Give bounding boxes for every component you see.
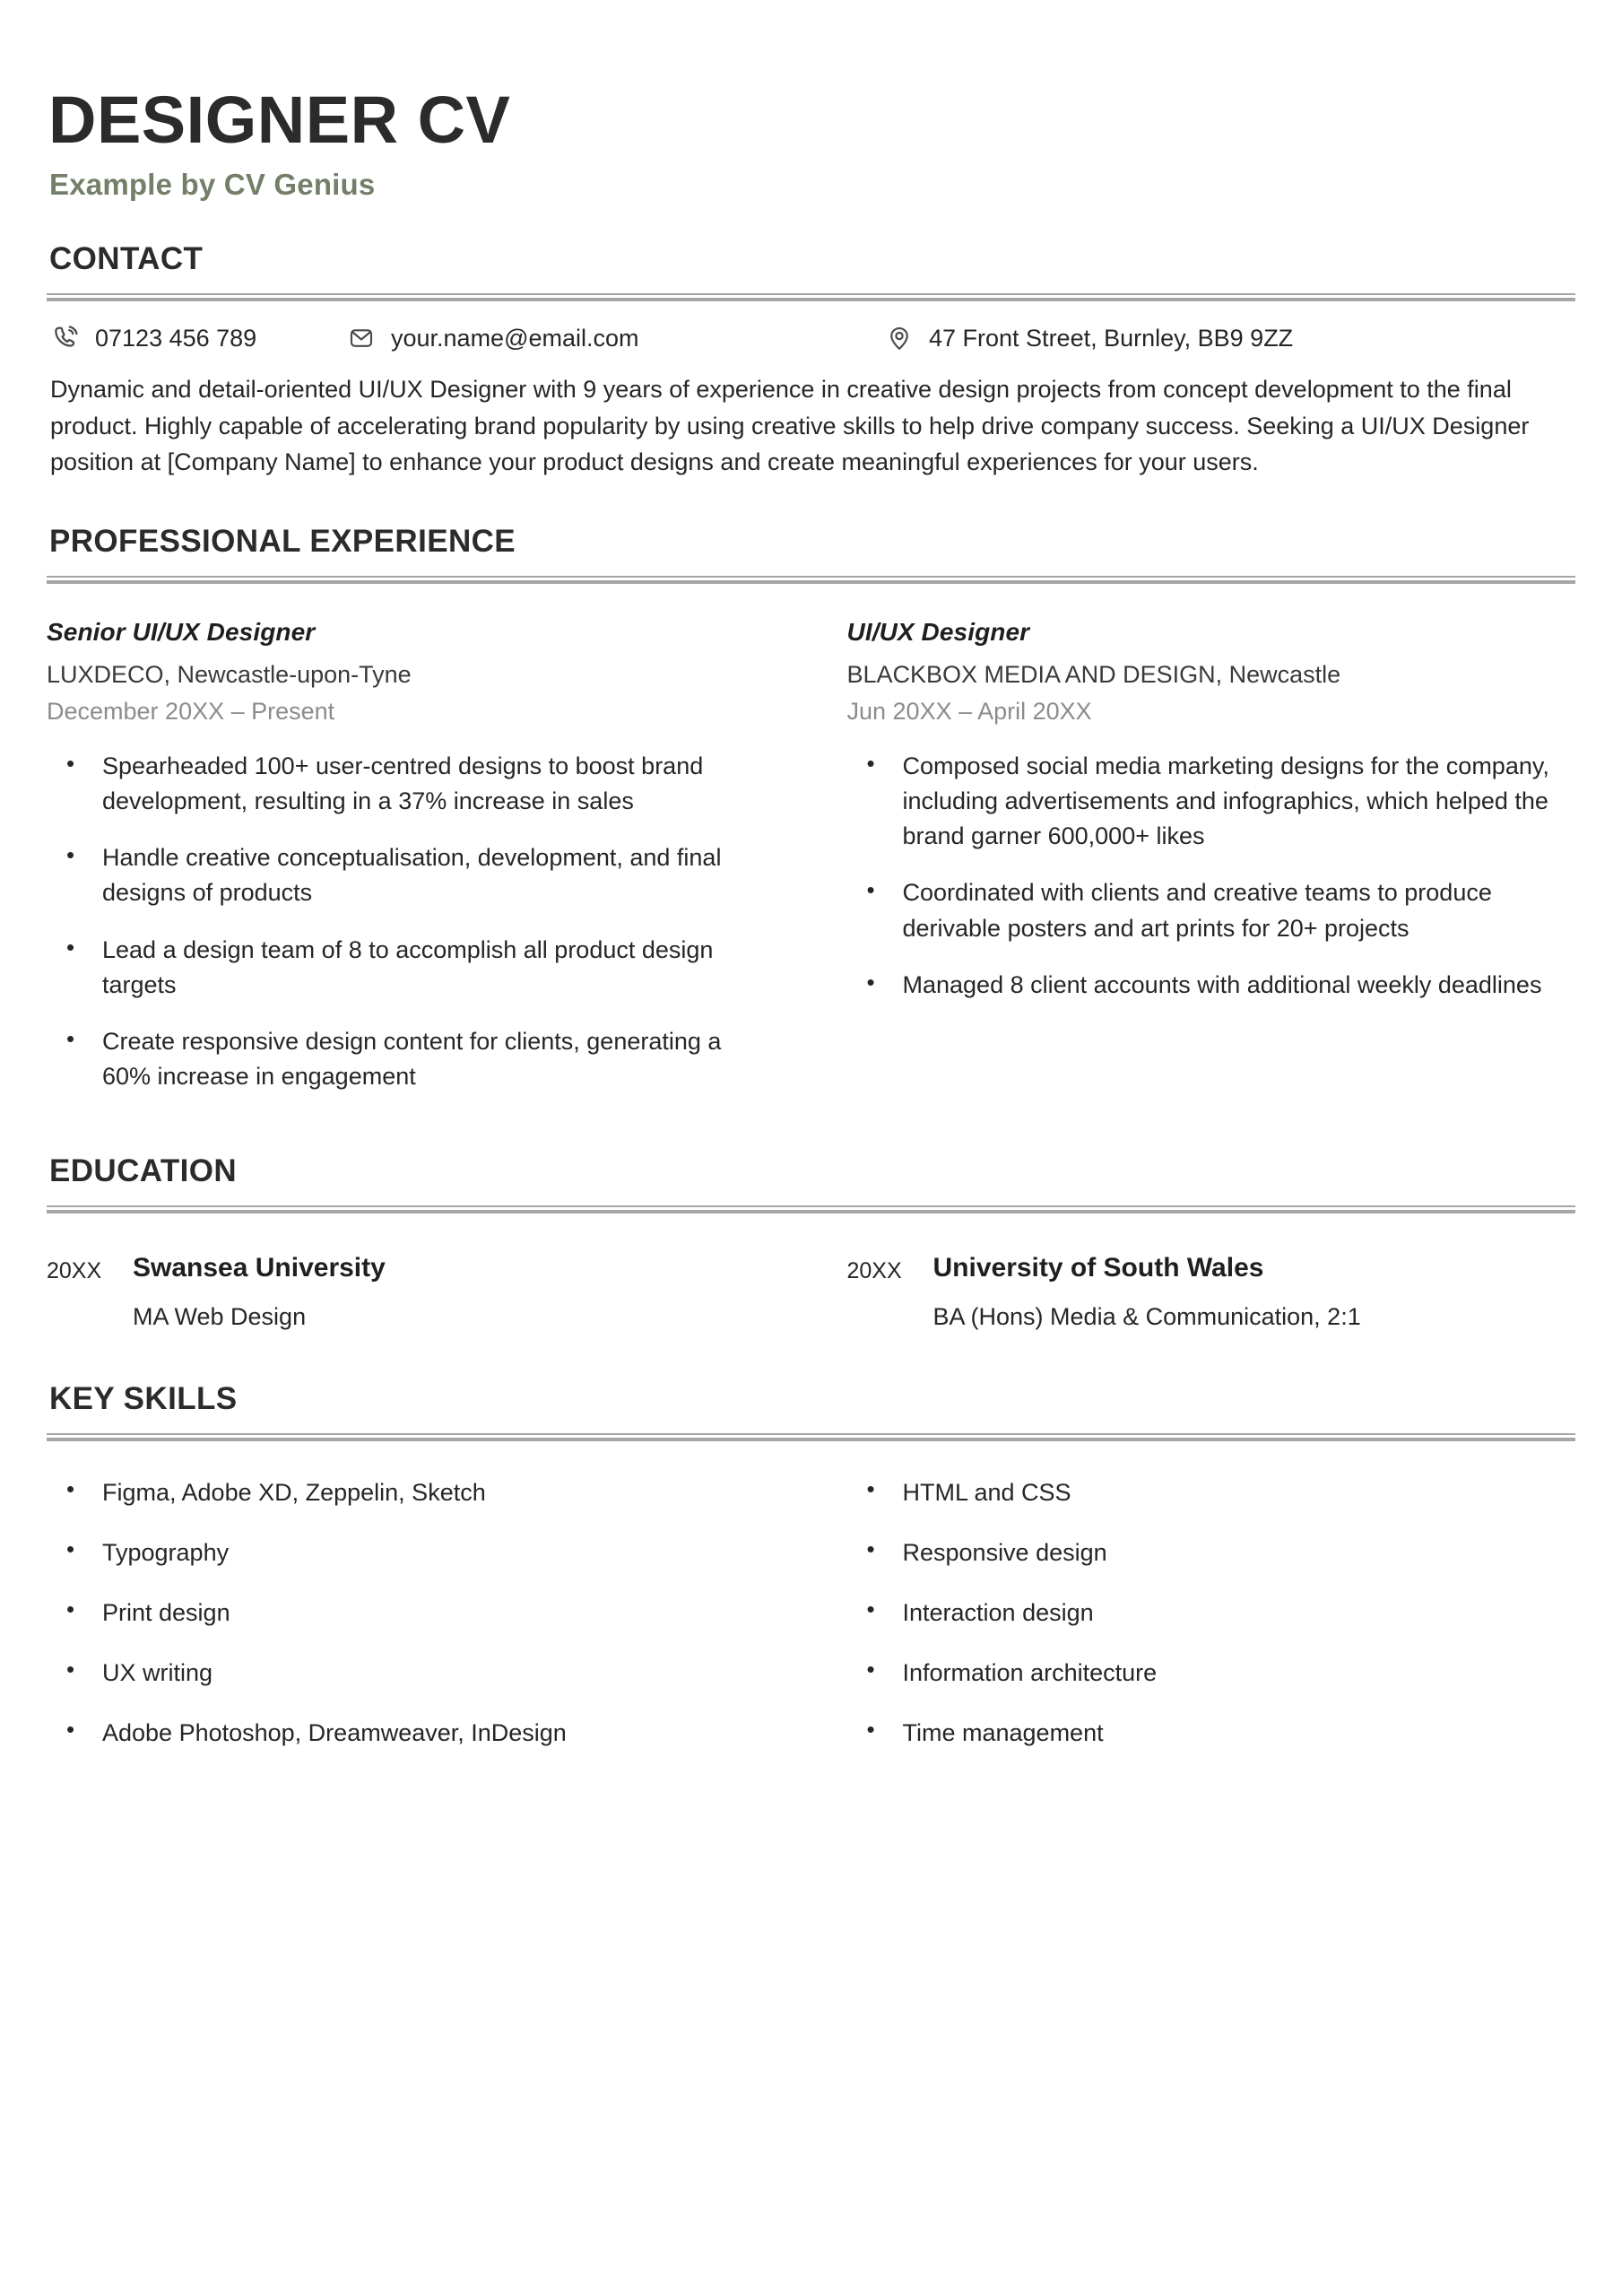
experience-divider — [47, 576, 1575, 584]
education-degree: MA Web Design — [133, 1303, 307, 1331]
skill-item: • Interaction design — [847, 1597, 1576, 1629]
experience-heading: PROFESSIONAL EXPERIENCE — [49, 523, 516, 559]
job-bullet: • Spearheaded 100+ user-centred designs to boost brand development, resulting in a 37% increase in sales — [47, 749, 776, 819]
page-subtitle: Example by CV Genius — [49, 168, 376, 202]
experience-entry — [47, 618, 811, 1116]
job-bullet-list — [847, 749, 1576, 1003]
contact-address-text: 47 Front Street, Burnley, BB9 9ZZ — [929, 324, 1294, 352]
job-bullet: • Managed 8 client accounts with additional weekly deadlines — [847, 968, 1576, 1003]
job-title: Senior UI/UX Designer — [47, 617, 316, 646]
contact-phone-text: 07123 456 789 — [95, 324, 257, 352]
job-bullet-list — [47, 749, 776, 1094]
education-heading: EDUCATION — [49, 1153, 238, 1189]
contact-section — [47, 241, 1575, 481]
education-section — [47, 1153, 1575, 1331]
experience-entry — [811, 618, 1576, 1116]
contact-address[interactable] — [884, 323, 1293, 353]
skills-heading: KEY SKILLS — [49, 1381, 238, 1417]
skills-columns — [47, 1477, 1575, 1778]
skills-divider — [47, 1433, 1575, 1441]
job-bullet: • Coordinated with clients and creative teams to produce derivable posters and art prints for 20+ projects — [847, 875, 1576, 945]
education-entry — [811, 1253, 1576, 1331]
skill-item: • Information architecture — [847, 1657, 1576, 1689]
envelope-icon — [346, 323, 377, 353]
contact-phone[interactable] — [50, 323, 346, 353]
skills-list — [847, 1477, 1576, 1749]
job-company: LUXDECO, Newcastle-upon-Tyne — [47, 660, 412, 688]
skill-item: • Figma, Adobe XD, Zeppelin, Sketch — [47, 1477, 776, 1509]
education-columns — [47, 1253, 1575, 1331]
skill-item: • HTML and CSS — [847, 1477, 1576, 1509]
skill-item: • Print design — [47, 1597, 776, 1629]
job-bullet: • Handle creative conceptualisation, development, and final designs of products — [47, 840, 776, 910]
skill-item: • Responsive design — [847, 1537, 1576, 1569]
skill-item: • Adobe Photoshop, Dreamweaver, InDesign — [47, 1718, 776, 1749]
page-title: DESIGNER CV — [48, 83, 511, 157]
contact-divider — [47, 293, 1575, 301]
skill-item: • UX writing — [47, 1657, 776, 1689]
job-dates: December 20XX – Present — [47, 697, 335, 725]
skills-column-left — [47, 1477, 811, 1778]
skills-section — [47, 1381, 1575, 1778]
skill-item: • Typography — [47, 1537, 776, 1569]
job-bullet: • Lead a design team of 8 to accomplish all product design targets — [47, 933, 776, 1003]
education-entry — [47, 1253, 811, 1331]
job-title: UI/UX Designer — [846, 617, 1030, 646]
experience-section — [47, 524, 1575, 1116]
contact-heading: CONTACT — [49, 241, 204, 277]
professional-summary: Dynamic and detail-oriented UI/UX Designer with 9 years of experience in creative design projects from concept development to the final product. Highly capable of accelerating brand popularity by using creative skills to help drive company success. Seeking a UI/UX Designer position at [Company Name] to enhance your product designs and create meaningful experiences for your users. — [50, 376, 1530, 476]
education-divider — [47, 1205, 1575, 1213]
skills-list — [47, 1477, 776, 1749]
education-degree: BA (Hons) Media & Communication, 2:1 — [932, 1303, 1361, 1331]
education-year: 20XX — [846, 1258, 902, 1284]
job-dates: Jun 20XX – April 20XX — [846, 697, 1092, 725]
contact-row — [47, 323, 1575, 353]
skill-item: • Time management — [847, 1718, 1576, 1749]
education-school: University of South Wales — [932, 1253, 1264, 1283]
education-school: Swansea University — [133, 1253, 386, 1283]
job-bullet: • Create responsive design content for clients, generating a 60% increase in engagement — [47, 1024, 776, 1094]
job-company: BLACKBOX MEDIA AND DESIGN, Newcastle — [846, 660, 1341, 688]
contact-email[interactable] — [346, 323, 884, 353]
experience-columns — [47, 618, 1575, 1116]
job-bullet: • Composed social media marketing designs for the company, including advertisements and infographics, which helped the brand garner 600,000+ likes — [847, 749, 1576, 854]
skills-column-right — [811, 1477, 1576, 1778]
location-pin-icon — [884, 323, 915, 353]
contact-email-text: your.name@email.com — [391, 324, 639, 352]
education-year: 20XX — [47, 1258, 102, 1284]
phone-icon — [50, 323, 81, 353]
